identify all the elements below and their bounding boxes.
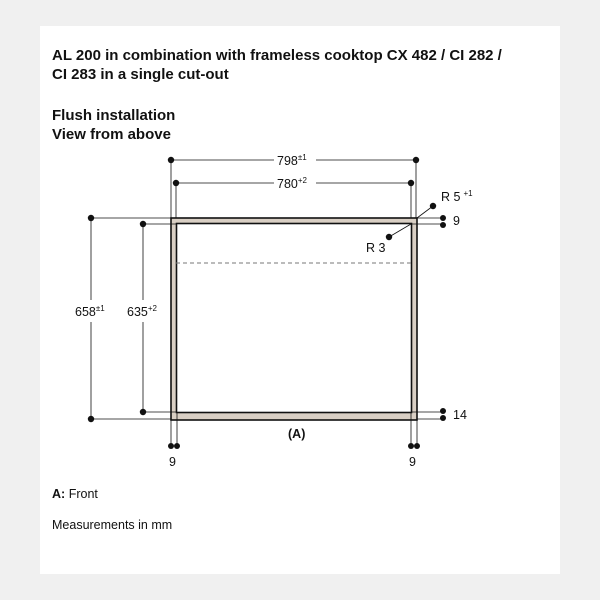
dim-offset-bottom-right [411,408,467,422]
dim-inner-width [173,176,414,218]
title-line-2: CI 283 in a single cut-out [52,66,229,83]
units-note: Measurements in mm [52,518,173,532]
subtitle-line-2: View from above [52,126,171,143]
dim-outer-height [75,215,171,422]
svg-text:635+2 [127,304,158,319]
offset-bottom-right-x-value: 9 [409,455,416,469]
radius-inner-value: R 3 [366,241,386,255]
inner-width-tol: +2 [297,176,307,185]
legend-key: A: [52,487,66,501]
offset-bottom-left-value: 9 [169,455,176,469]
outer-height-value: 658 [75,305,96,319]
dim-offset-bottom-right-x [408,413,420,469]
radius-outer-tol: +1 [463,189,473,198]
svg-text:658±1 [75,304,105,319]
outer-height-tol: ±1 [95,304,105,313]
radius-outer-callout [417,189,473,218]
outer-width-value: 798 [277,154,298,168]
radius-outer-value: R 5 [441,190,461,204]
subtitle-line-1: Flush installation [52,107,176,124]
svg-text:R 5+1 [441,189,473,204]
svg-text:780+2 [277,176,308,191]
inner-height-value: 635 [127,305,148,319]
front-marker: (A) [288,427,306,441]
legend-text: Front [68,487,98,501]
outer-width-tol: ±1 [297,153,307,162]
title-line-1: AL 200 in combination with frameless cooktop CX 482 / CI 282 / [52,47,502,64]
dim-offset-top-right [411,214,460,228]
dim-offset-bottom-left [168,413,180,469]
offset-top-right-value: 9 [453,214,460,228]
svg-text:798±1 [277,153,307,168]
inner-width-value: 780 [277,177,298,191]
inner-height-tol: +2 [147,304,157,313]
dim-inner-height [127,221,176,415]
offset-bottom-right-value: 14 [453,408,467,422]
